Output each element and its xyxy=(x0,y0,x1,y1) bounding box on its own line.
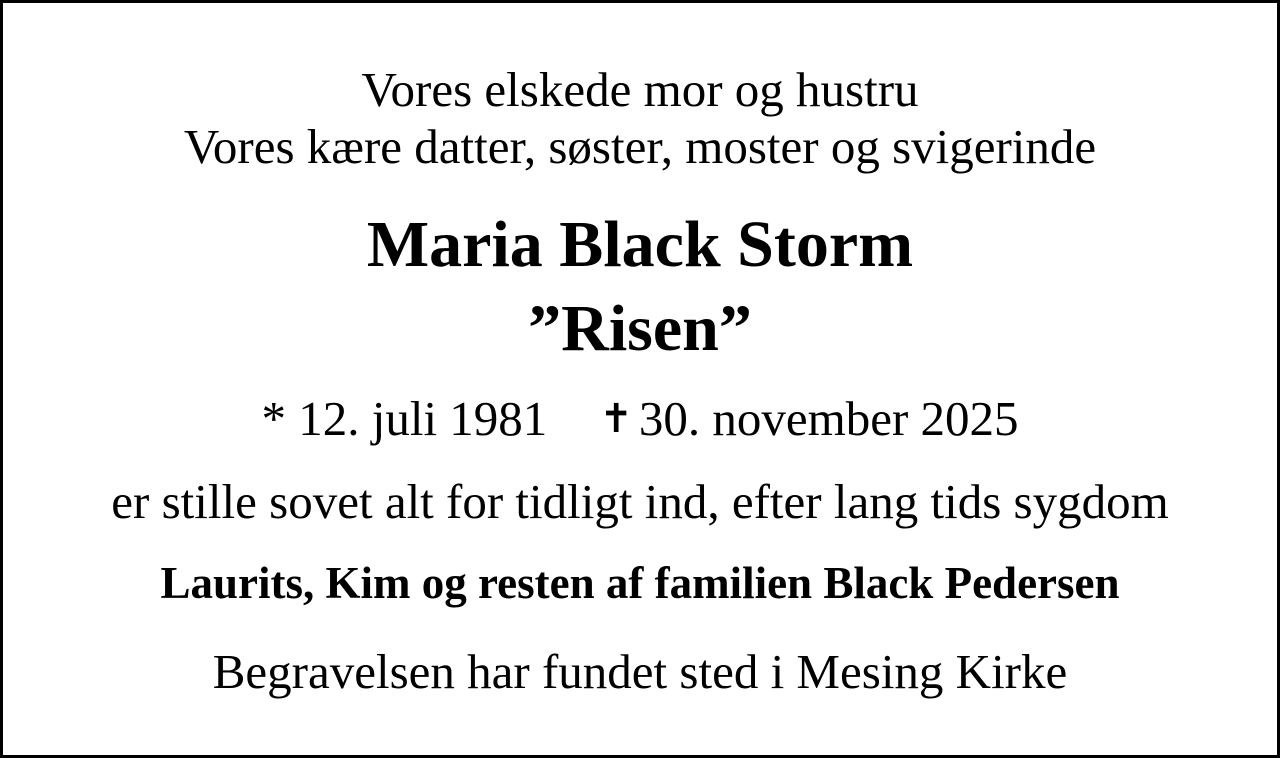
funeral-note: Begravelsen har fundet sted i Mesing Kirke xyxy=(212,644,1068,699)
birth-date: 12. juli 1981 xyxy=(298,391,548,446)
intro-line-1: Vores elskede mor og hustru xyxy=(361,62,919,117)
intro-line-2: Vores kære datter, søster, moster og svigerinde xyxy=(183,119,1097,174)
death-cross-icon: ✝ xyxy=(599,396,633,442)
death-date: 30. november 2025 xyxy=(638,391,1019,446)
birth-star-icon: * xyxy=(261,391,286,446)
life-dates xyxy=(3,391,1277,446)
family-signers: Laurits, Kim og resten af familien Black Pedersen xyxy=(160,558,1120,608)
deceased-name: Maria Black Storm xyxy=(366,208,914,281)
deceased-nickname: ”Risen” xyxy=(528,292,752,365)
passing-message: er stille sovet alt for tidligt ind, efter lang tids sygdom xyxy=(111,474,1169,529)
